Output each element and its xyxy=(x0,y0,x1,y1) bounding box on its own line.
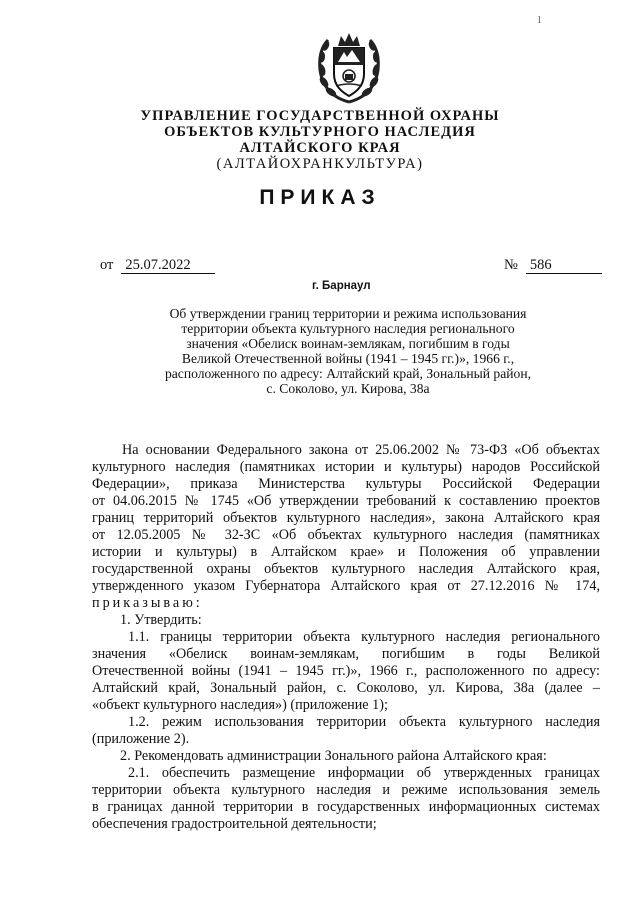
body-line: в границах данной территории в государственных информационных системах xyxy=(92,799,600,815)
number-prefix: № xyxy=(504,257,518,273)
body-line: истории и культуры) в Алтайском крае» и Положения об управлении xyxy=(92,544,600,560)
date-prefix: от xyxy=(100,257,114,273)
body-line: от 04.06.2015 № 1745 «Об утверждении требований к составлению проектов xyxy=(92,493,600,509)
body-line: На основании Федерального закона от 25.06.2002 № 73-ФЗ «Об объектах xyxy=(122,442,600,458)
org-abbreviation: (АЛТАЙОХРАНКУЛЬТУРА) xyxy=(216,156,424,172)
title-line: расположенного по адресу: Алтайский край, Зональный район, xyxy=(164,366,532,381)
body-line: культурного наследия (памятниках истории и культуры) народов Российской xyxy=(92,459,600,475)
body-line: «объект культурного наследия») (приложение 1); xyxy=(92,697,388,713)
org-line-2: ОБЪЕКТОВ КУЛЬТУРНОГО НАСЛЕДИЯ xyxy=(164,124,476,140)
body-line: Федерации», приказа Министерства культуры Российской Федерации xyxy=(92,476,600,492)
body-line: 1.2. режим использования территории объекта культурного наследия xyxy=(128,714,600,730)
title-line: Об утверждении границ территории и режима использования xyxy=(169,306,527,321)
body-line: (приложение 2). xyxy=(92,731,190,747)
title-line: Великой Отечественной войны (1941 – 1945 гг.)», 1966 г., xyxy=(181,351,515,366)
body-line: 1.1. границы территории объекта культурного наследия регионального xyxy=(128,629,600,645)
number-field xyxy=(504,257,602,274)
org-line-3: АЛТАЙСКОГО КРАЯ xyxy=(239,140,401,156)
date-field xyxy=(100,257,215,274)
body-line: Алтайский край, Зональный район, с. Соколово, ул. Кирова, 38а (далее – xyxy=(92,680,600,696)
document-body xyxy=(92,442,600,833)
body-line: 2.1. обеспечить размещение информации об утвержденных границах xyxy=(128,765,600,781)
body-line: Отечественной войны (1941 – 1945 гг.)», 1966 г., расположенного по адресу: xyxy=(92,663,600,679)
number-value: 586 xyxy=(526,258,602,274)
body-line: 1. Утвердить: xyxy=(120,612,202,628)
organization-header xyxy=(0,108,640,172)
document-type-heading: ПРИКАЗ xyxy=(259,186,381,209)
body-line: значения «Обелиск воинам-землякам, погибшим в годы Великой xyxy=(92,646,600,662)
title-line: значения «Обелиск воинам-землякам, погибшим в годы xyxy=(186,336,510,351)
body-line: государственной охраны объектов культурного наследия Алтайского края, xyxy=(92,561,600,577)
body-line: территории объекта культурного наследия и режиме использования земель xyxy=(92,782,600,798)
body-line: утвержденного указом Губернатора Алтайского края от 27.12.2016 № 174, xyxy=(92,578,600,594)
city-label: г. Барнаул xyxy=(312,280,371,292)
body-line: обеспечения градостроительной деятельности; xyxy=(92,816,377,832)
org-line-1: УПРАВЛЕНИЕ ГОСУДАРСТВЕННОЙ ОХРАНЫ xyxy=(140,108,500,124)
coat-of-arms-emblem xyxy=(314,30,384,106)
body-line: от 12.05.2005 № 32-ЗС «Об объектах культурного наследия (памятниках xyxy=(92,527,600,543)
body-line: приказываю: xyxy=(92,595,203,611)
body-line: границ территорий объектов культурного наследия», закона Алтайского края xyxy=(92,510,600,526)
date-value: 25.07.2022 xyxy=(121,258,215,274)
title-line: с. Соколово, ул. Кирова, 38а xyxy=(266,381,430,396)
title-line: территории объекта культурного наследия регионального xyxy=(181,321,515,336)
body-line: 2. Рекомендовать администрации Зонального района Алтайского края: xyxy=(120,748,547,764)
page-number: 1 xyxy=(536,14,542,26)
document-title xyxy=(130,306,566,396)
